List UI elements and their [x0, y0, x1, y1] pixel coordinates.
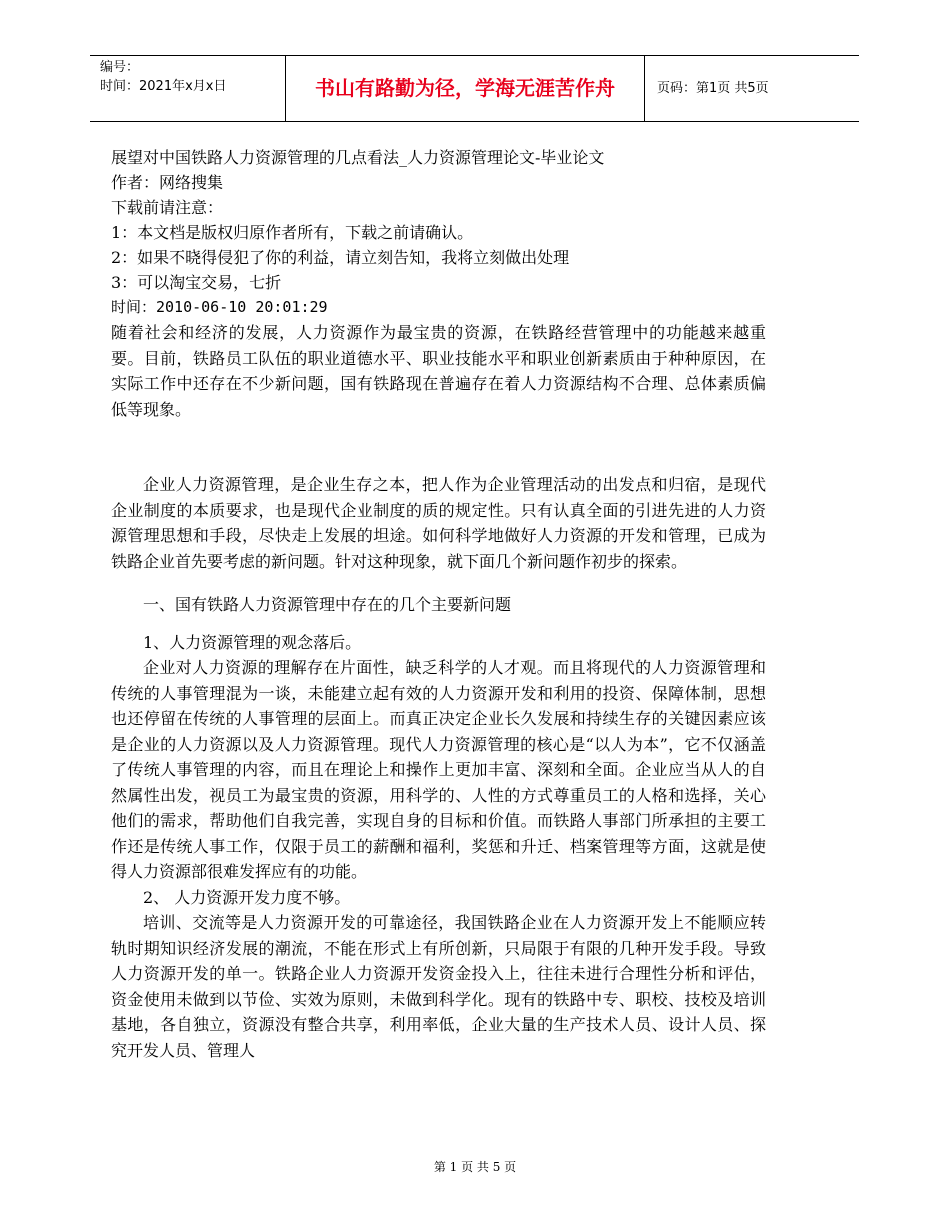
header-time-label: 时间：2021年x月x日	[100, 79, 227, 94]
page-footer: 第 1 页 共 5 页	[433, 1160, 517, 1174]
body-paragraph: 企业人力资源管理，是企业生存之本，把人作为企业管理活动的出发点和归宿，是现代企业制度的本质要求，也是现代企业制度的质的规定性。只有认真全面的引进先进的人力资源管理思想和手段，尽快走上发展的坦途。如何科学地做好人力资源的开发和管理，已成为铁路企业首先要考虑的新问题。针对这种现象，就下面几个新问题作初步的探索。	[111, 475, 766, 571]
notice-item: 2：如果不晓得侵犯了你的利益，请立刻告知，我将立刻做出处理	[111, 248, 570, 267]
header-number-label: 编号：	[100, 60, 140, 75]
header-page-info: 页码：第1页 共5页	[657, 81, 769, 96]
body-paragraph: 培训、交流等是人力资源开发的可靠途径，我国铁路企业在人力资源开发上不能顺应转轨时期知识经济发展的潮流，不能在形式上有所创新，只局限于有限的几种开发手段。导致人力资源开发的单一。铁路企业人力资源开发资金投入上，往往未进行合理性分析和评估，资金使用未做到以节俭、实效为原则，未做到科学化。现有的铁路中专、职校、技校及培训基地，各自独立，资源没有整合共享，利用率低，企业大量的生产技术人员、设计人员、探究开发人员、管理人	[111, 913, 766, 1060]
notice-item: 1：本文档是版权归原作者所有，下载之前请确认。	[111, 223, 474, 242]
notice-heading: 下载前请注意：	[111, 198, 224, 217]
intro-paragraph: 随着社会和经济的发展，人力资源作为最宝贵的资源，在铁路经营管理中的功能越来越重要。目前，铁路员工队伍的职业道德水平、职业技能水平和职业创新素质由于种种原因，在实际工作中还存在不少新问题，国有铁路现在普遍存在着人力资源结构不合理、总体素质偏低等现象。	[111, 323, 766, 419]
subsection-heading: 1、人力资源管理的观念落后。	[143, 632, 362, 652]
section-heading: 一、国有铁路人力资源管理中存在的几个主要新问题	[143, 595, 512, 614]
header-meta	[100, 58, 285, 118]
header-motto: 书山有路勤为径，学海无涯苦作舟	[285, 56, 645, 121]
doc-title: 展望对中国铁路人力资源管理的几点看法_人力资源管理论文-毕业论文	[111, 148, 605, 167]
body-paragraph: 企业对人力资源的理解存在片面性，缺乏科学的人才观。而且将现代的人力资源管理和传统的人事管理混为一谈，未能建立起有效的人力资源开发和利用的投资、保障体制，思想也还停留在传统的人事管理的层面上。而真正决定企业长久发展和持续生存的关键因素应该是企业的人力资源以及人力资源管理。现代人力资源管理的核心是“以人为本”，它不仅涵盖了传统人事管理的内容，而且在理论上和操作上更加丰富、深刻和全面。企业应当从人的自然属性出发，视员工为最宝贵的资源，用科学的、人性的方式尊重员工的人格和选择，关心他们的需求，帮助他们自我完善，实现自身的目标和价值。而铁路人事部门所承担的主要工作还是传统人事工作，仅限于员工的薪酬和福利，奖惩和升迁、档案管理等方面，这就是使得人力资源部很难发挥应有的功能。	[111, 658, 766, 881]
subsection-heading: 2、 人力资源开发力度不够。	[143, 887, 351, 907]
doc-time: 时间：2010-06-10 20:01:29	[111, 298, 328, 316]
document-header	[90, 55, 859, 122]
notice-item: 3：可以淘宝交易，七折	[111, 273, 282, 292]
document-body	[111, 145, 766, 1063]
doc-author: 作者：网络搜集	[111, 173, 224, 192]
